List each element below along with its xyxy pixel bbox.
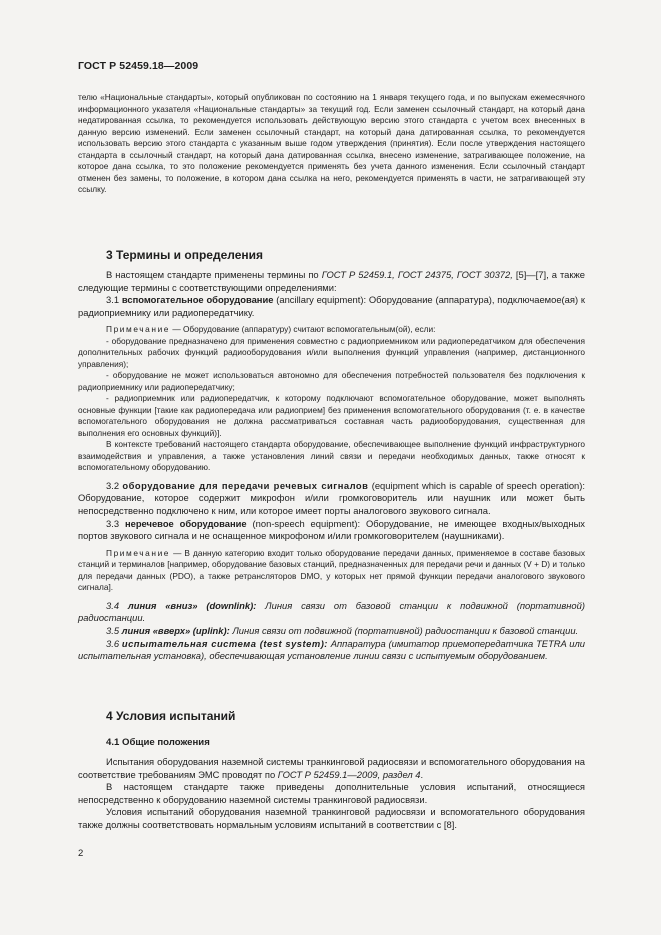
note-1-item: - оборудование не может использоваться автономно для обеспечения потребностей пользователя без подключения к радиоприемнику или радиопередатчику; — [78, 370, 585, 392]
section-4-paragraph — [78, 756, 585, 781]
term-title: испытательная система (test system): — [121, 637, 328, 649]
term-number: 3.1 — [106, 294, 122, 306]
paragraph-text-end: . — [420, 768, 424, 780]
note-1-item: - радиоприемник или радиопередатчик, к которому подключают вспомогательное оборудование, может выполнять основные функции [такие как радиопередача или радиоприем] без применения вспомогательного оборудования (т. е. в качестве вспомогательного оборудования не должна рассматриваться составная часть радиооборудования, существенная для выполнения его основных функций)]. — [78, 393, 585, 438]
term-definition: (equipment which is capable of speech operation): Оборудование, которое содержит микрофон и/или громкоговоритель или наушник или может быть непосредственно подключено к ним, или которое имеет порты аналогового звукового сигнала. — [78, 479, 585, 517]
lead-text: В настоящем стандарте применены термины по — [106, 269, 322, 280]
term-3-3 — [78, 518, 585, 543]
term-3-6 — [78, 638, 585, 663]
section-3-lead — [78, 269, 585, 294]
intro-paragraph-block — [78, 92, 585, 196]
section-4-paragraph: Условия испытаний оборудования наземной транкинговой радиосвязи и вспомогательного оборудования также должны соответствовать нормальным условиям испытаний в соответствии с [8]. — [78, 806, 585, 830]
section-3-body — [78, 269, 585, 663]
term-definition: (ancillary equipment): Оборудование (аппаратура), подключаемое(ая) к радиоприемнику или радиопередатчику. — [78, 294, 585, 318]
document-header: ГОСТ Р 52459.18—2009 — [78, 60, 199, 72]
note-text: — В данную категорию входит только оборудование передачи данных, применяемое в составе базовых станций и терминалов [например, оборудование базовых станций, предназначенных для передачи речи и данных (V + D) и только для передачи данных (PDO), а также ретрансляторов DMO, у которых нет прямой функции передачи аналогового звукового сигнала]. — [78, 547, 585, 593]
term-3-2 — [78, 480, 585, 518]
term-number: 3.4 — [106, 599, 128, 611]
term-definition: (non-speech equipment): Оборудование, не имеющее входных/выходных портов звукового сигнала и не оснащенное микрофоном и/или громкоговорителем (наушниками). — [78, 517, 585, 542]
term-number: 3.5 — [106, 625, 122, 637]
subsection-4-1-heading: 4.1 Общие положения — [106, 737, 210, 748]
term-title: неречевое оборудование — [124, 517, 247, 529]
page-number: 2 — [78, 848, 84, 859]
term-title: линия «вниз» (downlink): — [127, 599, 257, 611]
term-definition: Линия связи от подвижной (портативной) радиостанции к базовой станции. — [229, 625, 579, 637]
note-text: — Оборудование (аппаратуру) считают вспомогательным(ой), если: — [170, 324, 436, 335]
section-4-body — [78, 756, 585, 832]
term-number: 3.2 — [106, 479, 123, 491]
term-3-5 — [78, 625, 585, 638]
intro-paragraph: телю «Национальные стандарты», который опубликован по состоянию на 1 января текущего года, и по выпускам ежемесячного информационного указателя «Национальные стандарты» за текущий год. Если заменен ссылочный стандарт, на который дана недатированная ссылка, то рекомендуется использовать действующую версию этого стандарта с учетом всех внесенных в данную версию изменений. Если заменен ссылочный стандарт, на который дана датированная ссылка, то рекомендуется использовать версию этого стандарта с указанным выше годом утверждения (принятия). Если после утверждения настоящего стандарта в ссылочный стандарт, на который дана датированная ссылка, внесено изменение, затрагивающее положение, на которое дана ссылка, то это положение рекомендуется применять без учета данного изменения. Если ссылочный стандарт отменен без замены, то положение, в котором дана ссылка на него, рекомендуется применять в части, не затрагивающей эту ссылку. — [78, 92, 585, 194]
note-label: Примечание — [106, 547, 171, 558]
note-1-context: В контексте требований настоящего стандарта оборудование, обеспечивающее выполнение функций инфраструктурного взаимодействия и управления, а также установления линий связи и передачи необходимых данных, также относят к вспомогательному оборудованию. — [78, 439, 585, 473]
lead-text-end: [5]—[7], а также следующие термины с соответствующими определениями: — [78, 269, 585, 293]
note-2 — [78, 548, 585, 594]
section-4-paragraph: В настоящем стандарте также приведены дополнительные условия испытаний, относящиеся непосредственно к оборудованию наземной системы транкинговой радиосвязи. — [78, 781, 585, 805]
paragraph-text: Испытания оборудования наземной системы транкинговой радиосвязи и вспомогательного оборудования на соответствие требованиям ЭМС проводят по — [78, 756, 585, 780]
term-3-1 — [78, 294, 585, 319]
section-4-heading: 4 Условия испытаний — [106, 709, 236, 723]
term-title: оборудование для передачи речевых сигналов — [122, 479, 369, 491]
note-1-item: - оборудование предназначено для применения совместно с радиоприемником или радиопередатчиком для обеспечения дополнительных рабочих функций радиооборудования и/или выполнения функций управления (например, дистанционного управления); — [78, 335, 585, 369]
term-definition: Аппаратура (имитатор приемопередатчика TETRA или испытательная установка), обеспечивающая установление линии связи с испытуемым оборудованием. — [78, 637, 585, 662]
term-number: 3.3 — [106, 517, 125, 529]
term-number: 3.6 — [106, 637, 122, 649]
note-1-intro — [78, 324, 585, 336]
paragraph-reference: ГОСТ Р 52459.1—2009, раздел 4 — [277, 768, 421, 780]
term-definition: Линия связи от базовой станции к подвижной (портативной) радиостанции. — [78, 599, 585, 624]
term-title: линия «вверх» (uplink): — [121, 625, 230, 637]
lead-references: ГОСТ Р 52459.1, ГОСТ 24375, ГОСТ 30372, — [321, 269, 513, 280]
term-3-4 — [78, 600, 585, 625]
section-3-heading: 3 Термины и определения — [106, 248, 264, 262]
note-label: Примечание — [106, 324, 171, 335]
term-title: вспомогательное оборудование — [121, 294, 274, 306]
